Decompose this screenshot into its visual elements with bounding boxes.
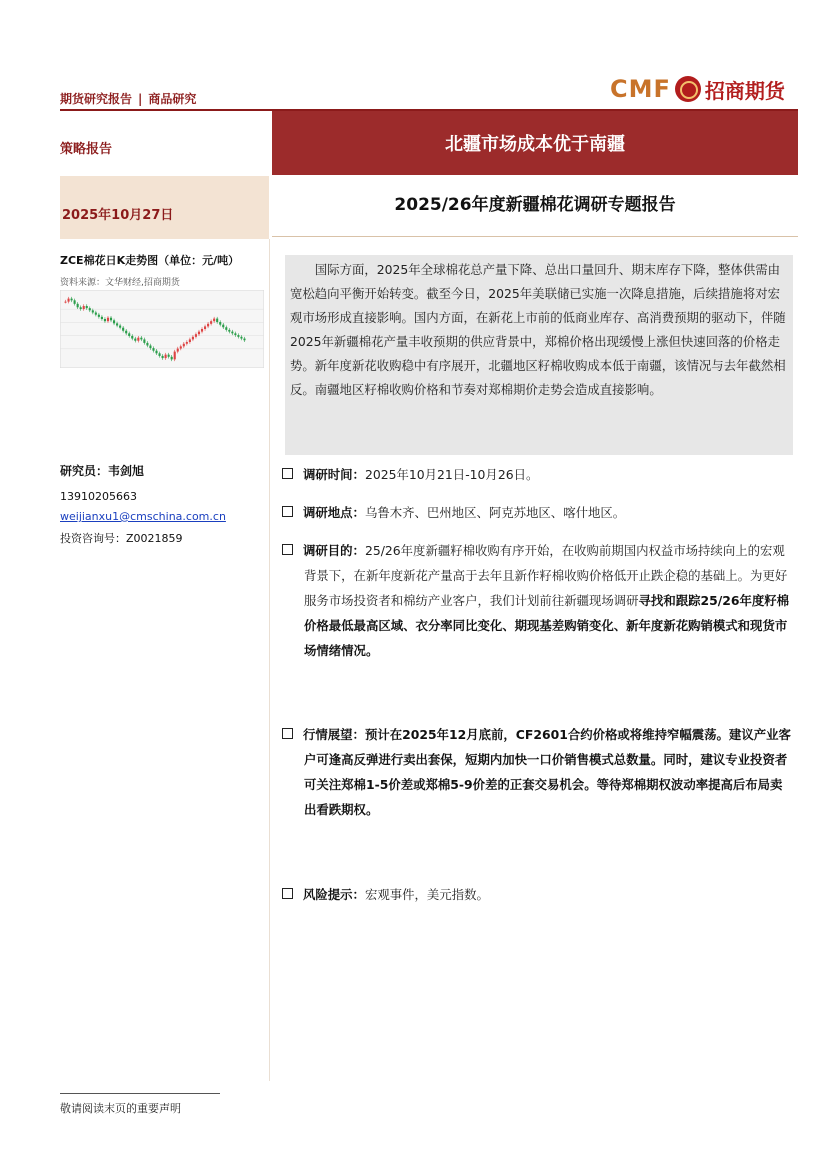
candle-bar (231, 332, 233, 334)
summary-text: 国际方面，2025年全球棉花总产量下降、总出口量回升、期末库存下降，整体供需由宽松趋向平衡开始转变。截至今日，2025年美联储已实施一次降息措施，后续措施将对宏观市场形成直接影响。国内方面，在新花上市前的低商业库存、高消费预期的驱动下，伴随2025年新疆棉花产量丰收预期的供应背景中，郑棉价格出现缓慢上涨但快速回落的价格走势。新年度新花收购稳中有序展开，北疆地区籽棉收购成本低于南疆，该情况与去年截然相反。南疆地区籽棉收购价格和节奏对郑棉期价走势会造成直接影响。 (290, 262, 786, 397)
candle-bar (131, 336, 133, 339)
candle-bar (143, 339, 145, 342)
candle-bar (195, 334, 197, 337)
candle-bar (113, 320, 115, 323)
bullet-text: 乌鲁木齐、巴州地区、阿克苏地区、喀什地区。 (364, 505, 626, 520)
candle-bar (67, 299, 69, 302)
candle-bar (210, 321, 212, 324)
list-item (282, 462, 794, 487)
candle-bar (83, 306, 85, 309)
logo-latin: CMF (610, 75, 671, 103)
candle-bar (149, 346, 151, 349)
bullet-label: 调研时间： (303, 467, 365, 482)
candle-bar (107, 318, 109, 321)
candle-bar (80, 307, 82, 309)
candle-bar (146, 343, 148, 346)
candle-bar (101, 317, 103, 319)
header-separator: | (138, 92, 143, 106)
candle-bar (237, 335, 239, 337)
logo-cn: 招商期货 (704, 78, 785, 103)
analyst-email-link[interactable]: weijianxu1@cmschina.com.cn (60, 510, 226, 523)
report-date: 2025年10月27日 (62, 208, 174, 223)
logo-mark-icon (675, 76, 701, 102)
list-item (282, 500, 794, 525)
candle-bar (228, 330, 230, 332)
subcategory-label: 商品研究 (148, 92, 197, 106)
candle-bar (177, 349, 179, 352)
candle-bar (207, 324, 209, 327)
candle-bar (204, 326, 206, 329)
candle-bar (71, 299, 73, 301)
candle-bar (122, 328, 124, 331)
checkbox-square-icon (282, 506, 293, 517)
bullet-text: 25/26年度新疆籽棉收购有序开始，在收购前期国内权益市场持续向上的宏观背景下，在新年度新花产量高于去年且新作籽棉收购价格低开止跌企稳的基础上。为更好服务市场投资者和棉纺产业客户，我们计划前往新疆现场调研 (304, 543, 788, 608)
candle-bar (234, 333, 236, 335)
list-item (282, 882, 794, 907)
report-subtitle: 2025/26年度新疆棉花调研专题报告 (394, 195, 676, 215)
candle-bar (86, 306, 88, 308)
candle-bar (225, 327, 227, 330)
bullet-label: 行情展望： (303, 727, 365, 742)
candle-bar (64, 302, 66, 303)
analyst-name: 研究员：韦剑旭 (60, 464, 145, 478)
category-label: 期货研究报告 (60, 92, 133, 106)
candle-bar (98, 315, 100, 317)
candle-bar (137, 338, 139, 341)
candle-bar (243, 339, 245, 341)
candle-bar (125, 331, 127, 334)
footer-disclaimer: 敬请阅读末页的重要声明 (60, 1102, 181, 1115)
candle-bar (155, 351, 157, 354)
checkbox-square-icon (282, 728, 293, 739)
candle-bar (110, 318, 112, 321)
candle-bar (174, 352, 176, 360)
candle-bar (183, 344, 185, 347)
cotton-price-chart (60, 290, 264, 368)
candle-bar (180, 346, 182, 348)
bullet-bold-text: 寻找和跟踪25/26年度籽棉价格最低最高区域、衣分率同比变化、期现基差购销变化、新年度新花购销模式和现货市场情绪情况。 (304, 593, 790, 658)
candle-bar (216, 319, 218, 322)
list-item (282, 538, 794, 663)
candle-bar (89, 308, 91, 310)
candle-bar (74, 300, 76, 303)
subtitle-rule (272, 236, 798, 237)
candle-bar (116, 323, 118, 325)
bullet-label: 调研目的： (303, 543, 365, 558)
analyst-license: 投资咨询号：Z0021859 (60, 532, 183, 545)
footer-rule (60, 1093, 220, 1094)
candle-bar (162, 356, 164, 358)
company-logo (610, 72, 785, 106)
bullet-label: 调研地点： (303, 505, 365, 520)
bullet-label: 风险提示： (303, 887, 365, 902)
candle-bar (165, 355, 167, 358)
bullet-text: 宏观事件，美元指数。 (364, 887, 489, 902)
candle-bar (201, 329, 203, 332)
candle-bar (77, 304, 79, 307)
candle-bar (128, 333, 130, 336)
candle-bar (213, 319, 215, 322)
candle-bar (158, 353, 160, 356)
candle-bar (198, 332, 200, 335)
candle-bar (92, 310, 94, 312)
candle-bar (152, 348, 154, 351)
chart-title: ZCE棉花日K走势图（单位：元/吨） (60, 254, 240, 267)
candle-bar (240, 337, 242, 339)
candle-bar (222, 325, 224, 328)
report-title: 北疆市场成本优于南疆 (272, 111, 798, 175)
checkbox-square-icon (282, 888, 293, 899)
candle-bar (219, 322, 221, 325)
candle-bar (192, 337, 194, 340)
chart-source: 资料来源：文华财经,招商期货 (60, 278, 180, 288)
candle-bar (168, 355, 170, 357)
candle-bar (134, 339, 136, 341)
analyst-phone: 13910205663 (60, 490, 137, 503)
candle-bar (119, 326, 121, 328)
report-type: 策略报告 (60, 142, 113, 157)
candle-bar (140, 338, 142, 340)
candle-bar (186, 342, 188, 344)
checkbox-square-icon (282, 468, 293, 479)
candle-bar (189, 339, 191, 342)
checkbox-square-icon (282, 544, 293, 555)
candle-bar (171, 357, 173, 360)
report-category (60, 90, 196, 107)
list-item (282, 722, 794, 822)
candle-bar (95, 313, 97, 315)
candle-bar (104, 319, 106, 321)
bullet-bold-text: 预计在2025年12月底前，CF2601合约价格或将维持窄幅震荡。建议产业客户可逢高反弹进行卖出套保，短期内加快一口价销售模式总数量。同时，建议专业投资者可关注郑棉1-5价差或郑棉5-9价差的正套交易机会。等待郑棉期权波动率提高后布局卖出看跌期权。 (304, 727, 791, 817)
bullet-text: 2025年10月21日-10月26日。 (364, 467, 539, 482)
